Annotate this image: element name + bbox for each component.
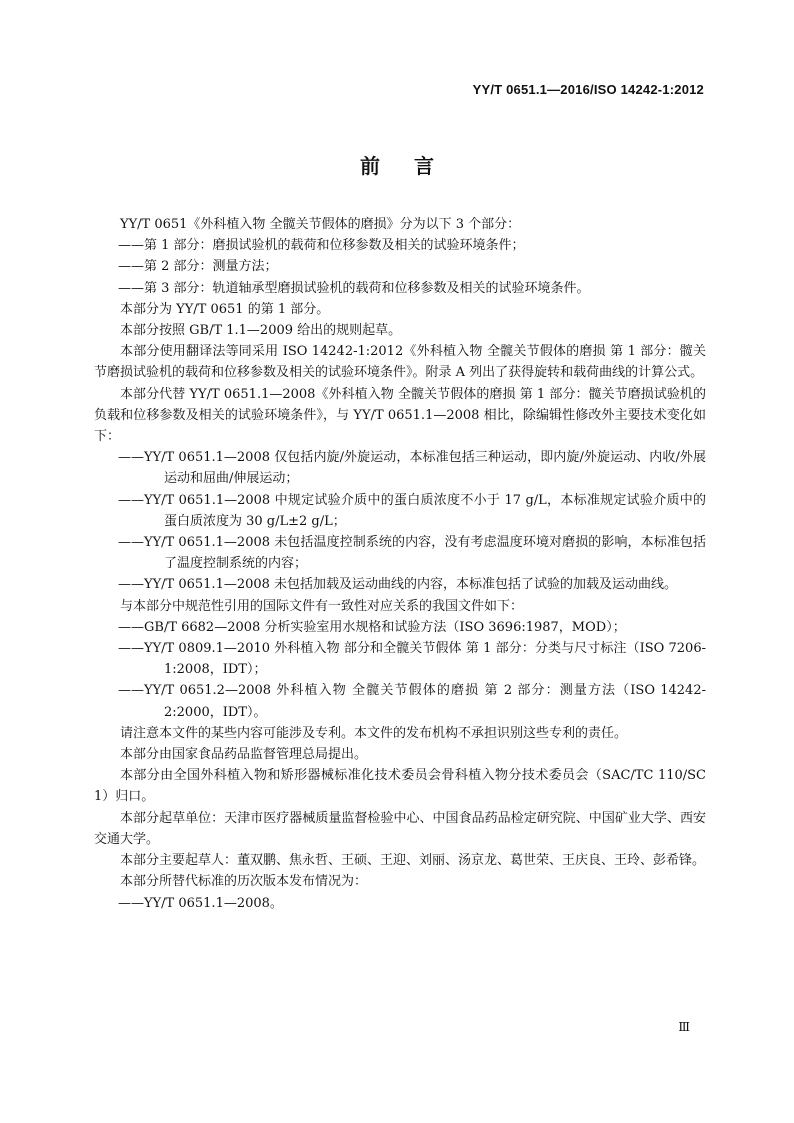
list-item-part-1: ——第 1 部分：磨损试验机的载荷和位移参数及相关的试验环境条件； <box>118 238 525 254</box>
para-replaces: 本部分代替 YY/T 0651.1—2008《外科植入物 全髋关节假体的磨损 第 1 部分：髋关节磨损试验机的负载和位移参数及相关的试验环境条件》，与 YY/T 0651.1—2008 相比，除编辑性修改外主要技术变化如下： <box>94 386 706 445</box>
list-item-change-2: ——YY/T 0651.1—2008 中规定试验介质中的蛋白质浓度不小于 17 g/L，本标准规定试验介质中的蛋白质浓度为 30 g/L±2 g/L； <box>118 492 706 529</box>
document-code: YY/T 0651.1—2016/ISO 14242-1:2012 <box>472 82 704 97</box>
list-item-change-1: ——YY/T 0651.1—2008 仅包括内旋/外旋运动，本标准包括三种运动，即内旋/外旋运动、内收/外展运动和屈曲/伸展运动； <box>118 450 706 487</box>
para-drafting-rules: 本部分按照 GB/T 1.1—2009 给出的规则起草。 <box>120 323 402 339</box>
para-this-part: 本部分为 YY/T 0651 的第 1 部分。 <box>120 301 330 317</box>
para-drafting-units: 本部分起草单位：天津市医疗器械质量监督检验中心、中国食品药品检定研究院、中国矿业大学、西安交通大学。 <box>94 810 706 847</box>
para-translation: 本部分使用翻译法等同采用 ISO 14242-1:2012《外科植入物 全髋关节假体的磨损 第 1 部分：髋关节磨损试验机的载荷和位移参数及相关的试验环境条件》。附录 A 列出了获得旋转和载荷曲线的计算公式。 <box>94 344 706 381</box>
list-item-part-2: ——第 2 部分：测量方法； <box>118 259 278 275</box>
para-drafters: 本部分主要起草人：董双鹏、焦永哲、王硕、王迎、刘丽、汤京龙、葛世荣、王庆良、王玲、彭希锋。 <box>120 853 706 869</box>
para-proposed-by: 本部分由国家食品药品监督管理总局提出。 <box>120 747 368 763</box>
para-under-jurisdiction: 本部分由全国外科植入物和矫形器械标准化技术委员会骨科植入物分技术委员会（SAC/TC 110/SC 1）归口。 <box>94 768 706 805</box>
para-normative-refs: 与本部分中规范性引用的国际文件有一致性对应关系的我国文件如下： <box>120 598 524 614</box>
page-title: 前言 <box>360 154 468 178</box>
para-previous-editions: 本部分所替代标准的历次版本发布情况为： <box>120 874 368 890</box>
page-number: Ⅲ <box>678 1020 690 1034</box>
list-item-ref-3: ——YY/T 0651.2—2008 外科植入物 全髋关节假体的磨损 第 2 部分：测量方法（ISO 14242-2:2000，IDT）。 <box>118 683 706 720</box>
para-patents: 请注意本文件的某些内容可能涉及专利。本文件的发布机构不承担识别这些专利的责任。 <box>120 725 628 741</box>
list-item-ref-1: ——GB/T 6682—2008 分析实验室用水规格和试验方法（ISO 3696:1987，MOD）； <box>118 619 626 635</box>
list-item-previous-edition: ——YY/T 0651.1—2008。 <box>118 895 283 911</box>
list-item-ref-2: ——YY/T 0809.1—2010 外科植入物 部分和全髋关节假体 第 1 部分：分类与尺寸标注（ISO 7206-1:2008，IDT）； <box>118 641 706 678</box>
list-item-change-4: ——YY/T 0651.1—2008 未包括加载及运动曲线的内容，本标准包括了试验的加载及运动曲线。 <box>118 577 678 593</box>
list-item-change-3: ——YY/T 0651.1—2008 未包括温度控制系统的内容，没有考虑温度环境对磨损的影响，本标准包括了温度控制系统的内容； <box>118 535 706 572</box>
para-parts-intro: YY/T 0651《外科植入物 全髋关节假体的磨损》分为以下 3 个部分： <box>120 217 521 232</box>
list-item-part-3: ——第 3 部分：轨道轴承型磨损试验机的载荷和位移参数及相关的试验环境条件。 <box>118 280 590 296</box>
foreword-body <box>94 214 706 914</box>
